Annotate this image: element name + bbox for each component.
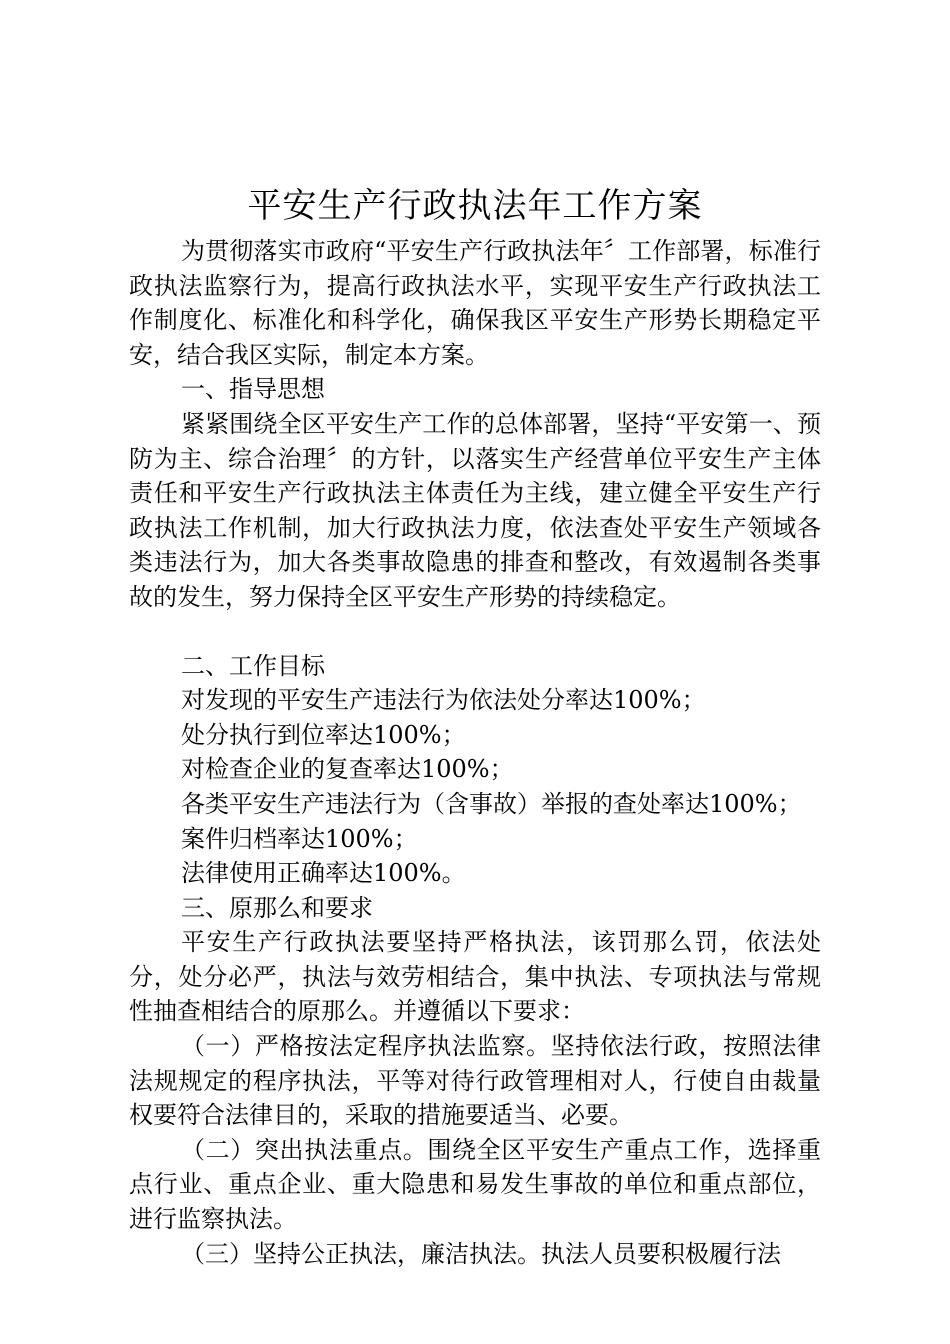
principles-paragraph: 平安生产行政执法要坚持严格执法，该罚那么罚，依法处分，处分必严，执法与效劳相结合，集中执法、专项执法与常规性抽查相结合的原那么。并遵循以下要求： bbox=[129, 928, 821, 1026]
requirement-paragraph-3: （三）坚持公正执法，廉洁执法。执法人员要积极履行法 bbox=[181, 1239, 781, 1268]
goal-item-recheck-rate: 对检查企业的复查率达100%； bbox=[181, 755, 514, 784]
requirement-paragraph-1: （一）严格按法定程序执法监察。坚持依法行政，按照法律法规规定的程序执法，平等对待行政管理相对人，行使自由裁量权要符合法律目的，采取的措施要适当、必要。 bbox=[129, 1032, 821, 1130]
document-body bbox=[129, 234, 821, 1271]
goal-item-execution-rate: 处分执行到位率达100%； bbox=[181, 720, 466, 749]
goal-item-report-handling-rate: 各类平安生产违法行为（含事故）举报的查处率达100%； bbox=[181, 789, 802, 818]
guiding-thought-paragraph: 紧紧围绕全区平安生产工作的总体部署，坚持“平安第一、预防为主、综合治理〞的方针，以落实生产经营单位平安生产主体责任和平安生产行政执法主体责任为主线，建立健全平安生产行政执法工作机制，加大行政执法力度，依法查处平安生产领域各类违法行为，加大各类事故隐患的排查和整改，有效遏制各类事故的发生，努力保持全区平安生产形势的持续稳定。 bbox=[129, 409, 821, 611]
section-heading-guiding-thought: 一、指导思想 bbox=[181, 375, 325, 404]
intro-paragraph: 为贯彻落实市政府“平安生产行政执法年〞工作部署，标准行政执法监察行为，提高行政执法水平，实现平安生产行政执法工作制度化、标准化和科学化，确保我区平安生产形势长期稳定平安，结合我区实际，制定本方案。 bbox=[129, 237, 821, 369]
goal-item-law-usage-rate: 法律使用正确率达100%。 bbox=[181, 859, 466, 888]
requirement-paragraph-2: （二）突出执法重点。围绕全区平安生产重点工作，选择重点行业、重点企业、重大隐患和易发生事故的单位和重点部位，进行监察执法。 bbox=[129, 1135, 821, 1234]
section-heading-principles: 三、原那么和要求 bbox=[181, 893, 373, 922]
document-title: 平安生产行政执法年工作方案 bbox=[247, 186, 703, 226]
section-heading-work-goals: 二、工作目标 bbox=[181, 651, 325, 680]
goal-item-penalty-rate: 对发现的平安生产违法行为依法处分率达100%； bbox=[181, 686, 706, 715]
goal-item-archive-rate: 案件归档率达100%； bbox=[181, 824, 418, 853]
